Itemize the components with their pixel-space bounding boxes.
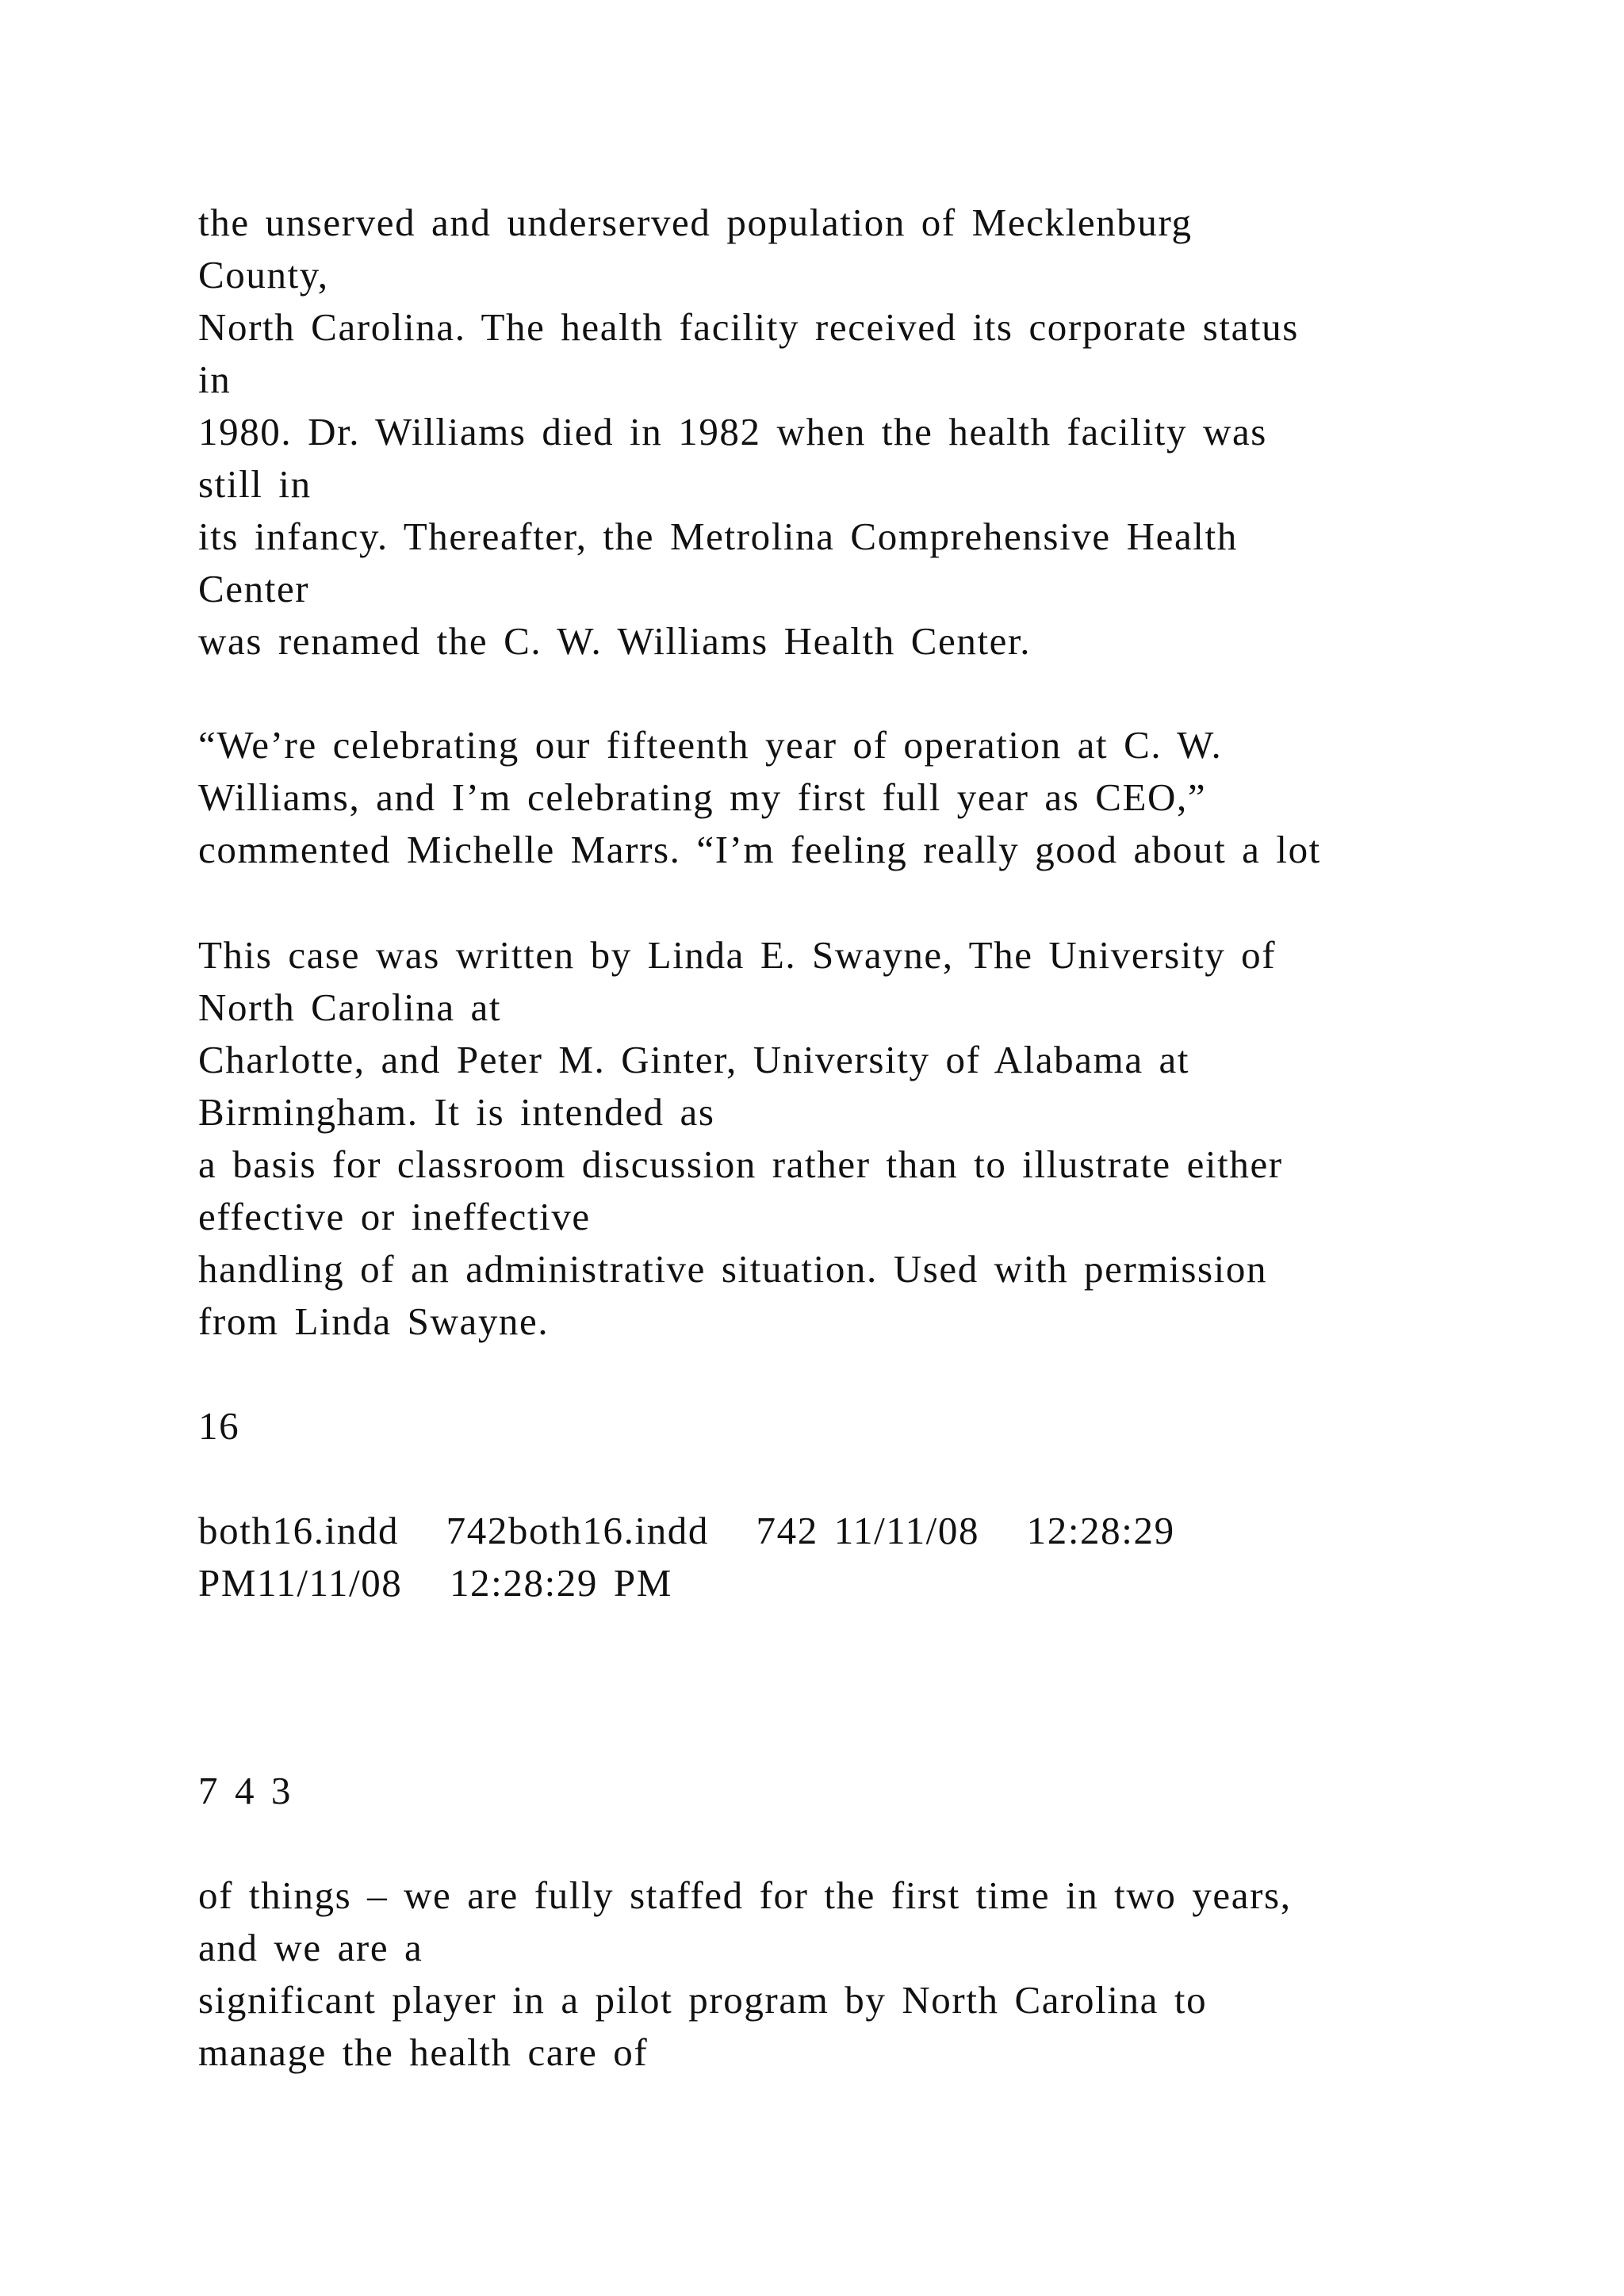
text-line: significant player in a pilot program by North Carolina to [198, 1978, 1208, 2022]
print-slug-line: PM11/11/08 12:28:29 PM [198, 1561, 672, 1605]
text-line: North Carolina. The health facility received its corporate status [198, 305, 1299, 349]
print-slug-line: both16.indd 742both16.indd 742 11/11/08 12:28:29 [198, 1509, 1175, 1552]
footnote-line: North Carolina at [198, 985, 502, 1029]
text-line: Center [198, 567, 310, 610]
footnote-line: effective or ineffective [198, 1195, 591, 1238]
text-line: still in [198, 462, 312, 506]
footnote-line: Charlotte, and Peter M. Ginter, University of Alabama at [198, 1038, 1190, 1081]
text-line: manage the health care of [198, 2030, 649, 2074]
text-line: in [198, 358, 232, 401]
page-number: 7 4 3 [198, 1769, 292, 1812]
text-line: its infancy. Thereafter, the Metrolina Comprehensive Health [198, 515, 1238, 558]
footnote-line: handling of an administrative situation. Used with permission [198, 1247, 1268, 1291]
chapter-number: 16 [198, 1404, 240, 1448]
text-line: was renamed the C. W. Williams Health Center. [198, 619, 1032, 663]
text-line: the unserved and underserved population of Mecklenburg [198, 201, 1193, 244]
text-line: of things – we are fully staffed for the first time in two years, [198, 1873, 1292, 1917]
footnote-line: Birmingham. It is intended as [198, 1090, 715, 1134]
footnote-line: a basis for classroom discussion rather than to illustrate either [198, 1142, 1283, 1186]
footnote-line: from Linda Swayne. [198, 1299, 550, 1343]
text-line: County, [198, 253, 329, 297]
text-line: Williams, and I’m celebrating my first full year as CEO,” [198, 775, 1207, 819]
text-line: and we are a [198, 1926, 423, 1969]
text-line: commented Michelle Marrs. “I’m feeling really good about a lot [198, 828, 1321, 871]
text-line: 1980. Dr. Williams died in 1982 when the health facility was [198, 410, 1267, 453]
text-line: “We’re celebrating our fifteenth year of operation at C. W. [198, 723, 1223, 767]
footnote-line: This case was written by Linda E. Swayne, The University of [198, 933, 1277, 977]
